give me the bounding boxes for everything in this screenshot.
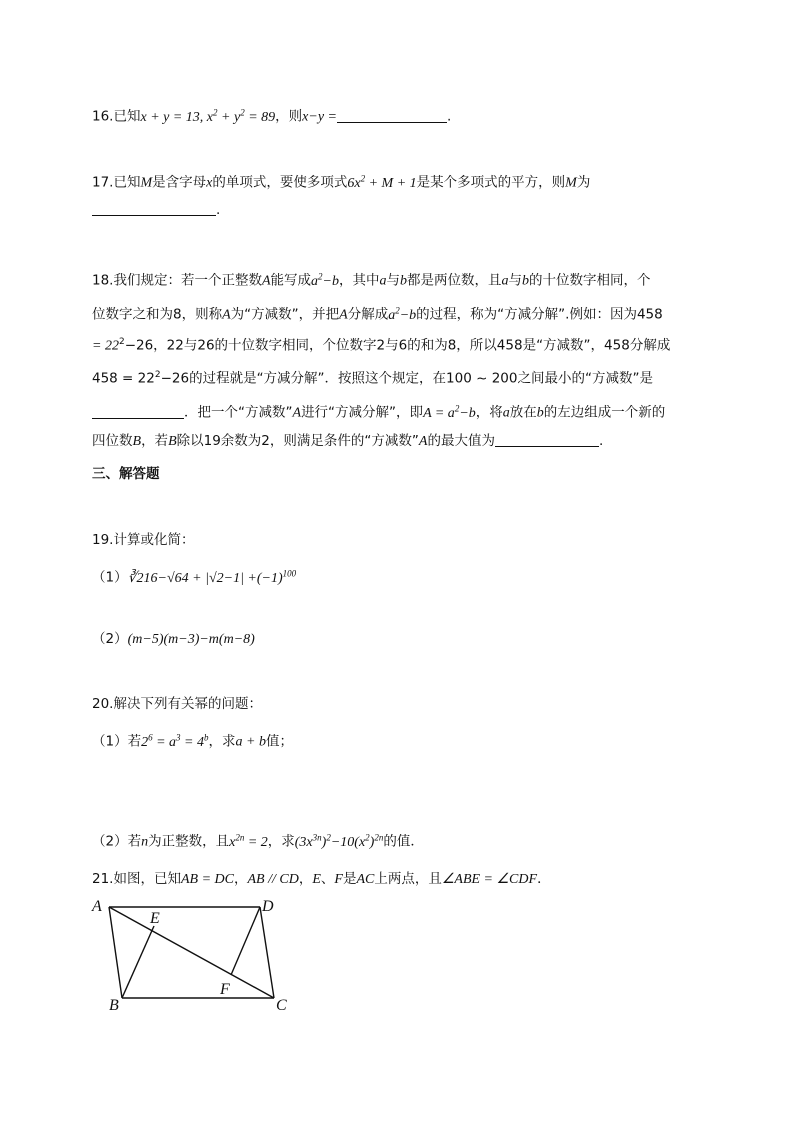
- question-16: 16.已知x + y = 13, $x^2 + y^2 = 89$，则x−y = .: [92, 107, 452, 125]
- label-f: F: [220, 981, 230, 998]
- section-heading: 三、解答题: [92, 466, 160, 482]
- question-17: 17.已知M是含字母x的单项式，要使多项式$6x^2 + M + 1$是某个多项式的平方，则M为: [92, 173, 591, 191]
- question-18-line-2: 位数字之和为8，则称A为“方减数”，并把A分解成$a^2-b$的过程，称为“方减分解”.例如：因为458: [92, 305, 663, 323]
- answer-blank[interactable]: [495, 432, 599, 447]
- question-20-title: 20.解决下列有关幂的问题：: [92, 696, 262, 712]
- question-18-line-4: $458 = 22^2-26$的过程就是“方减分解”．按照这个规定，在100 ~ 200之间最小的“方减数”是: [92, 370, 653, 387]
- question-18-line-6: 四位数B，若B除以19余数为2，则满足条件的“方减数”A的最大值为 .: [92, 433, 604, 449]
- diagonal-ac: [109, 907, 274, 998]
- segment-be: [122, 926, 154, 998]
- question-19-part-2: （2）(m−5)(m−3)−m(m−8): [92, 631, 255, 647]
- question-18-line-1: 18.我们规定：若一个正整数A能写成$a^2-b$，其中a与b都是两位数，且a与b的十位数字相同，个: [92, 271, 651, 289]
- answer-blank[interactable]: [92, 201, 216, 216]
- label-e: E: [150, 910, 160, 927]
- question-18-line-3: = $22^2-26$，22与26的十位数字相同，个位数字2与6的和为8，所以458是“方减数”，458分解成: [92, 337, 671, 354]
- segment-dc: [260, 907, 274, 998]
- question-20-part-1: （1）若$2^6 = a^3 = 4^b$，求a + b值；: [92, 732, 293, 750]
- question-19-title: 19.计算或化简：: [92, 532, 195, 548]
- answer-blank[interactable]: [337, 108, 447, 123]
- question-17-blank-line: .: [92, 200, 220, 220]
- answer-blank[interactable]: [92, 404, 184, 419]
- segment-ba: [109, 907, 122, 998]
- label-b: B: [109, 997, 119, 1014]
- question-20-part-2: （2）若n为正整数，且$x^{2n} = 2$，求$(3x^{3n})^2-10(x^2)^{2n}$的值．: [92, 832, 424, 850]
- question-18-line-5: ．把一个“方减数”A进行“方减分解”，即$A = a^2-b$，将a放在b的左边组成一个新的: [92, 398, 665, 424]
- geometry-figure: [90, 895, 300, 1015]
- label-c: C: [276, 997, 287, 1014]
- label-d: D: [262, 898, 274, 915]
- question-19-part-1: （1）∛216−√64 + $|√2-1| +(-1)^{100}$: [92, 568, 297, 586]
- label-a: A: [92, 898, 102, 915]
- question-21: 21.如图，已知AB = DC，AB // CD，E、F是AC上两点，且∠ABE = ∠CDF．: [92, 871, 551, 887]
- segment-df: [231, 907, 260, 975]
